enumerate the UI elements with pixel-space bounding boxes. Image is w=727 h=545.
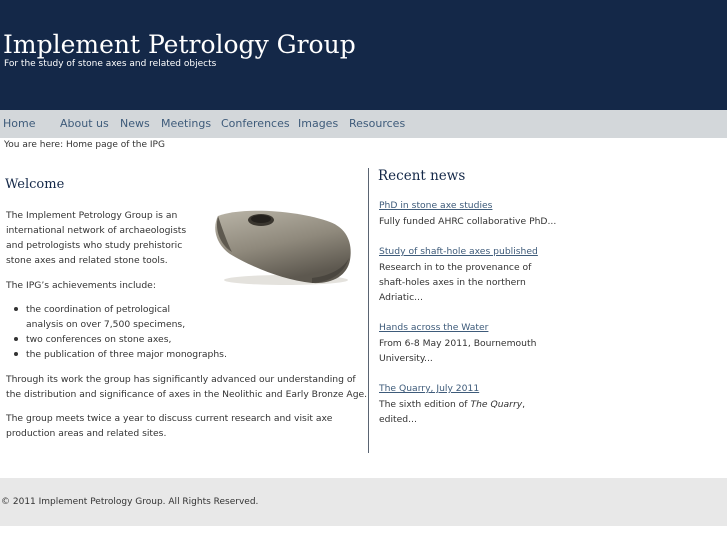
news-summary: shaft-holes axes in the northern <box>379 277 526 288</box>
nav-item-meetings[interactable]: Meetings <box>161 117 212 130</box>
site-footer <box>0 478 727 526</box>
site-title[interactable]: Implement Petrology Group <box>3 30 356 59</box>
intro-line: stone axes and related stone tools. <box>6 255 168 266</box>
paragraph-line: production areas and related sites. <box>6 428 167 439</box>
main-nav <box>0 110 727 138</box>
publication-title: The Quarry <box>470 399 523 410</box>
news-summary: Fully funded AHRC collaborative PhD... <box>379 216 557 227</box>
achievement-line: the coordination of petrological <box>26 304 171 315</box>
intro-line: The Implement Petrology Group is an <box>6 210 178 221</box>
news-summary: Adriatic... <box>379 292 423 303</box>
achievement-line: the publication of three major monographs. <box>26 349 227 360</box>
column-divider <box>368 168 369 453</box>
breadcrumb: You are here: Home page of the IPG <box>4 140 165 150</box>
news-link[interactable]: Hands across the Water <box>379 322 489 333</box>
paragraph-line: The group meets twice a year to discuss current research and visit axe <box>6 413 333 424</box>
news-summary <box>379 397 525 412</box>
nav-item-home[interactable]: Home <box>3 117 36 130</box>
bullet-icon <box>14 337 18 341</box>
news-summary-text: The sixth edition of <box>379 399 471 410</box>
achievement-line: two conferences on stone axes, <box>26 334 172 345</box>
intro-line: international network of archaeologists <box>6 225 187 236</box>
news-summary: From 6-8 May 2011, Bournemouth <box>379 338 537 349</box>
nav-item-resources[interactable]: Resources <box>349 117 406 130</box>
news-heading: Recent news <box>378 168 466 184</box>
nav-item-images[interactable]: Images <box>298 117 339 130</box>
site-tagline: For the study of stone axes and related objects <box>4 59 217 69</box>
news-link[interactable]: Study of shaft-hole axes published <box>379 246 538 257</box>
nav-item-conferences[interactable]: Conferences <box>221 117 290 130</box>
paragraph-line: Through its work the group has significantly advanced our understanding of <box>6 374 356 385</box>
site-header <box>0 0 727 110</box>
achievements-intro: The IPG’s achievements include: <box>6 280 156 291</box>
news-summary: edited... <box>379 414 417 425</box>
welcome-heading: Welcome <box>5 177 65 192</box>
news-link[interactable]: The Quarry, July 2011 <box>379 383 480 394</box>
nav-item-news[interactable]: News <box>120 117 150 130</box>
bullet-icon <box>14 352 18 356</box>
bullet-icon <box>14 307 18 311</box>
stone-axe-icon <box>212 206 354 286</box>
news-summary: University... <box>379 353 433 364</box>
achievement-line: analysis on over 7,500 specimens, <box>26 319 186 330</box>
intro-line: and petrologists who study prehistoric <box>6 240 183 251</box>
paragraph-line: the distribution and significance of axes in the Neolithic and Early Bronze Age. <box>6 389 368 400</box>
copyright-text: © 2011 Implement Petrology Group. All Rights Reserved. <box>1 497 259 507</box>
nav-item-about-us[interactable]: About us <box>60 117 109 130</box>
news-link[interactable]: PhD in stone axe studies <box>379 200 493 211</box>
news-summary-text: , <box>522 399 526 410</box>
news-summary: Research in to the provenance of <box>379 262 532 273</box>
